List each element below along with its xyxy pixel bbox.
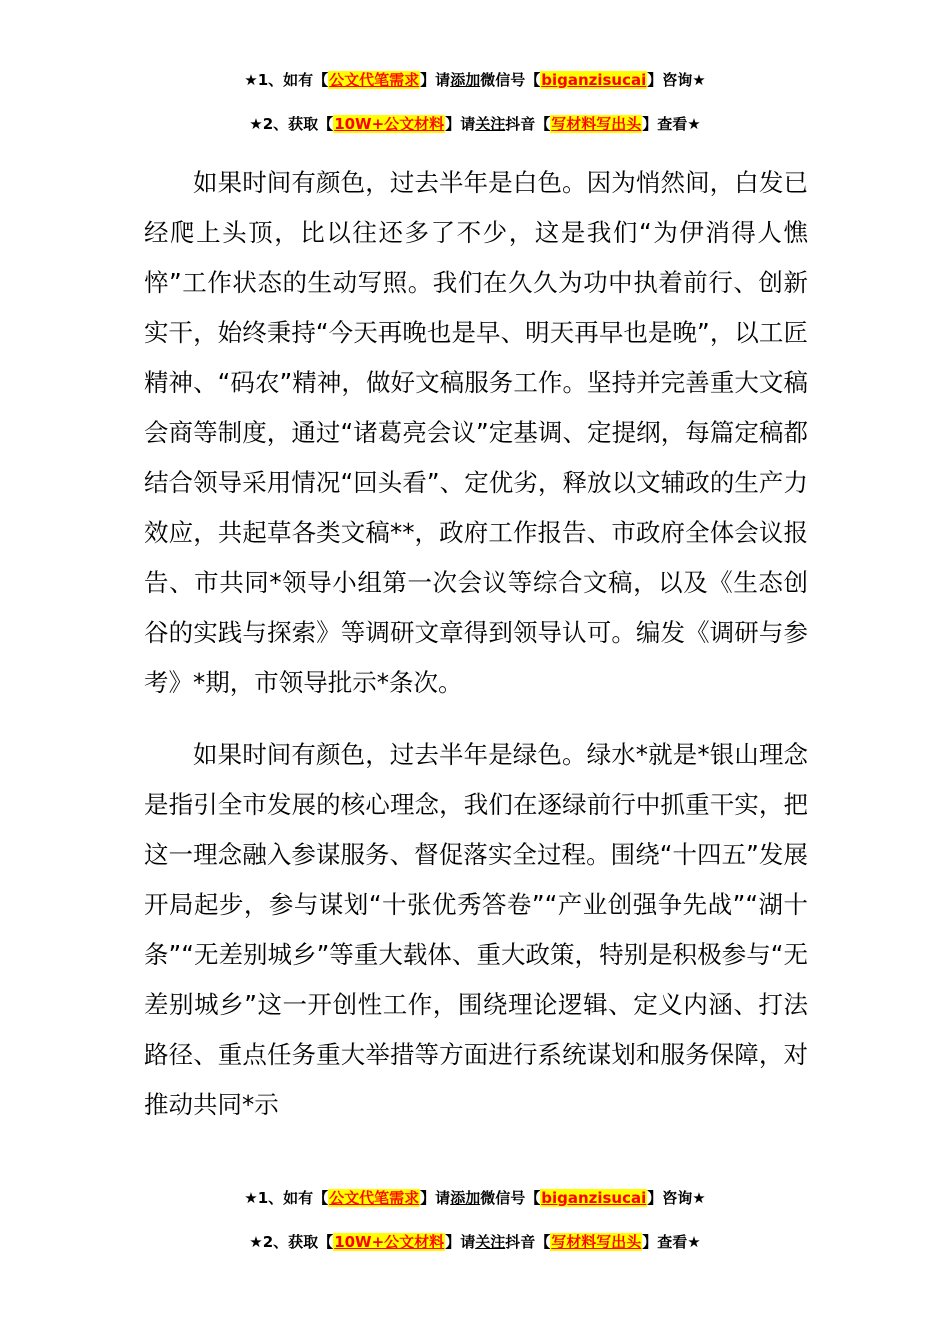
header-line-1-mid: 】请	[420, 71, 451, 89]
paragraph-white: 如果时间有颜色，过去半年是白色。因为悄然间，白发已经爬上头顶，比以往还多了不少，这是我们“为伊消得人憔悴”工作状态的生动写照。我们在久久为功中执着前行、创新实干，始终秉持“今天再晚也是早、明天再早也是晚”，以工匠精神、“码农”精神，做好文稿服务工作。坚持并完善重大文稿会商等制度，通过“诸葛亮会议”定基调、定提纲，每篇定稿都结合领导采用情况“回头看”、定优劣，释放以文辅政的生产力效应，共起草各类文稿**，政府工作报告、市政府全体会议报告、市共同*领导小组第一次会议等综合文稿，以及《生态创谷的实践与探索》等调研文章得到领导认可。编发《调研与参考》*期，市领导批示*条次。	[144, 168, 808, 697]
document-body	[144, 158, 808, 1130]
header-line-2	[0, 102, 950, 146]
header-line-2-underline: 关注	[475, 115, 506, 133]
footer-line-2	[0, 1220, 950, 1264]
footer-line-2-underline: 关注	[475, 1233, 506, 1251]
header-line-1-highlight-wechat: biganzisucai	[541, 71, 647, 89]
header-line-1-mid2: 微信号【	[480, 71, 541, 89]
header-line-2-suffix: 】查看★	[642, 115, 701, 133]
footer-line-1-suffix: 】咨询★	[647, 1189, 706, 1207]
footer-line-1-mid: 】请	[420, 1189, 451, 1207]
footer-line-1-prefix: ★1、如有【	[244, 1189, 329, 1207]
header-line-1-underline: 添加	[450, 71, 481, 89]
header-banner	[0, 58, 950, 146]
header-line-2-highlight-materials: 10W+公文材料	[334, 115, 445, 133]
footer-banner	[0, 1176, 950, 1264]
footer-line-1-underline: 添加	[450, 1189, 481, 1207]
footer-line-1-highlight-service: 公文代笔需求	[329, 1189, 420, 1207]
footer-line-2-prefix: ★2、获取【	[249, 1233, 334, 1251]
header-line-1-suffix: 】咨询★	[647, 71, 706, 89]
header-line-2-mid2: 抖音【	[505, 115, 551, 133]
footer-line-2-suffix: 】查看★	[642, 1233, 701, 1251]
footer-line-2-mid: 】请	[445, 1233, 476, 1251]
header-line-1-highlight-service: 公文代笔需求	[329, 71, 420, 89]
footer-line-2-highlight-materials: 10W+公文材料	[334, 1233, 445, 1251]
footer-line-1	[0, 1176, 950, 1220]
footer-line-1-mid2: 微信号【	[480, 1189, 541, 1207]
header-line-2-highlight-douyin: 写材料写出头	[551, 115, 642, 133]
footer-line-2-mid2: 抖音【	[505, 1233, 551, 1251]
footer-line-1-highlight-wechat: biganzisucai	[541, 1189, 647, 1207]
header-line-2-prefix: ★2、获取【	[249, 115, 334, 133]
header-line-1	[0, 58, 950, 102]
paragraph-green: 如果时间有颜色，过去半年是绿色。绿水*就是*银山理念是指引全市发展的核心理念，我们在逐绿前行中抓重干实，把这一理念融入参谋服务、督促落实全过程。围绕“十四五”发展开局起步，参与谋划“十张优秀答卷”“产业创强争先战”“湖十条”“无差别城乡”等重大载体、重大政策，特别是积极参与“无差别城乡”这一开创性工作，围绕理论逻辑、定义内涵、打法路径、重点任务重大举措等方面进行系统谋划和服务保障，对推动共同*示	[144, 740, 808, 1119]
header-line-2-mid: 】请	[445, 115, 476, 133]
header-line-1-prefix: ★1、如有【	[244, 71, 329, 89]
footer-line-2-highlight-douyin: 写材料写出头	[551, 1233, 642, 1251]
